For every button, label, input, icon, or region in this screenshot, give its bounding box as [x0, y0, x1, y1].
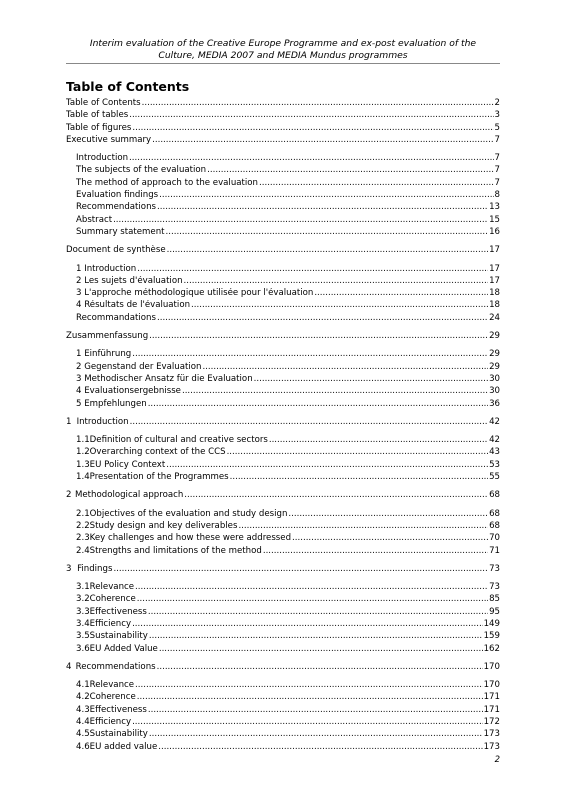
toc-entry-page: 7 — [494, 177, 500, 188]
toc-entry[interactable] — [66, 472, 500, 484]
toc-dot-leader — [149, 729, 483, 739]
toc-entry[interactable] — [66, 202, 500, 214]
toc-entry-page: 43 — [489, 447, 500, 458]
toc-entry-page: 173 — [483, 729, 500, 740]
toc-entry-page: 42 — [489, 435, 500, 446]
toc-entry-number: 4.4 — [76, 717, 90, 728]
toc-entry[interactable] — [66, 215, 500, 227]
toc-dot-leader — [135, 680, 483, 690]
toc-entry-title: 4 Résultats de l'évaluation — [76, 300, 191, 311]
toc-entry-title: Relevance — [89, 680, 135, 691]
toc-entry-page: 172 — [483, 717, 500, 728]
toc-dot-leader — [230, 472, 488, 482]
running-header-line-2: Culture, MEDIA 2007 and MEDIA Mundus programmes — [158, 50, 408, 61]
toc-entry-number: 1.3 — [76, 459, 90, 470]
toc-entry-title: Evaluation findings — [76, 190, 159, 201]
toc-entry-page: 18 — [489, 288, 500, 299]
toc-entry-page: 24 — [489, 312, 500, 323]
toc-entry[interactable] — [66, 288, 500, 300]
toc-entry[interactable] — [66, 110, 500, 122]
toc-dot-leader — [148, 705, 483, 715]
toc-entry-page: 173 — [483, 741, 500, 752]
toc-dot-leader — [269, 435, 488, 445]
toc-entry-number: 2 — [66, 490, 72, 501]
toc-entry-number: 1.2 — [76, 447, 90, 458]
toc-dot-leader — [148, 607, 488, 617]
toc-entry[interactable] — [66, 300, 500, 312]
toc-entry[interactable] — [66, 521, 500, 533]
toc-entry-title: EU added value — [89, 741, 158, 752]
toc-entry-title: Effectiveness — [89, 606, 147, 617]
toc-dot-leader — [157, 662, 483, 672]
toc-dot-leader — [238, 521, 488, 531]
toc-entry-title: Methodological approach — [74, 490, 184, 501]
toc-entry[interactable] — [66, 594, 500, 606]
toc-dot-leader — [142, 98, 494, 108]
toc-entry-page: 70 — [489, 533, 500, 544]
toc-entry[interactable] — [66, 460, 500, 472]
toc-dot-leader — [113, 215, 488, 225]
toc-entry-number: 3.5 — [76, 631, 90, 642]
toc-entry-title: 3 L'approche méthodologique utilisée pour l'évaluation — [76, 288, 314, 299]
toc-entry[interactable] — [66, 417, 500, 429]
toc-entry[interactable] — [66, 374, 500, 386]
toc-entry-page: 68 — [489, 508, 500, 519]
toc-entry-title: Document de synthèse — [66, 245, 166, 256]
toc-entry[interactable] — [66, 227, 500, 239]
toc-entry-title: 5 Empfehlungen — [76, 398, 147, 409]
toc-entry-number: 3 — [66, 563, 72, 574]
toc-dot-leader — [132, 349, 488, 359]
toc-entry-title: Coherence — [89, 692, 136, 703]
toc-entry-title: Table of tables — [66, 110, 129, 121]
toc-dot-leader — [113, 564, 488, 574]
toc-dot-leader — [149, 631, 483, 641]
toc-entry-page: 159 — [483, 631, 500, 642]
toc-dot-leader — [182, 386, 488, 396]
toc-entry-title: Key challenges and how these were addressed — [89, 533, 292, 544]
toc-entry-title: Introduction — [76, 153, 129, 164]
toc-entry-title: Sustainability — [89, 729, 148, 740]
toc-entry[interactable] — [66, 662, 500, 674]
toc-dot-leader — [288, 509, 488, 519]
toc-entry-title: Overarching context of the CCS — [89, 447, 226, 458]
toc-dot-leader — [166, 227, 489, 237]
toc-entry-title: Recommendations — [75, 661, 156, 672]
toc-entry-title: 1 Einführung — [76, 349, 132, 360]
toc-entry-page: 30 — [489, 373, 500, 384]
toc-entry-title: 2 Gegenstand der Evaluation — [76, 361, 202, 372]
toc-entry-page: 171 — [483, 704, 500, 715]
toc-dot-leader — [263, 546, 488, 556]
toc-entry-number: 3.3 — [76, 606, 90, 617]
toc-entry[interactable] — [66, 717, 500, 729]
toc-entry-title: 4 Evaluationsergebnisse — [76, 386, 181, 397]
toc-entry[interactable] — [66, 447, 500, 459]
toc-entry-page: 17 — [489, 245, 500, 256]
toc-entry[interactable] — [66, 509, 500, 521]
toc-entry-title: Objectives of the evaluation and study design — [89, 508, 288, 519]
toc-entry[interactable] — [66, 607, 500, 619]
toc-entry-page: 17 — [489, 275, 500, 286]
toc-entry[interactable] — [66, 165, 500, 177]
toc-entry-number: 3.6 — [76, 643, 90, 654]
toc-dot-leader — [132, 717, 483, 727]
toc-entry[interactable] — [66, 349, 500, 361]
toc-entry-page: 29 — [489, 361, 500, 372]
toc-entry-number: 2.4 — [76, 545, 90, 556]
toc-entry-page: 85 — [489, 594, 500, 605]
toc-dot-leader — [166, 460, 488, 470]
toc-entry-title: Study design and key deliverables — [89, 520, 238, 531]
toc-entry-page: 15 — [489, 214, 500, 225]
toc-entry-title: 3 Methodischer Ansatz für die Evaluation — [76, 373, 253, 384]
page-number: 2 — [494, 755, 500, 765]
toc-entry-number: 2.3 — [76, 533, 90, 544]
toc-entry-page: 171 — [483, 692, 500, 703]
toc-entry-page: 8 — [494, 190, 500, 201]
toc-entry-page: 170 — [483, 680, 500, 691]
toc-heading: Table of Contents — [66, 79, 190, 94]
toc-dot-leader — [227, 447, 488, 457]
toc-entry-number: 2.2 — [76, 520, 90, 531]
toc-dot-leader — [149, 331, 488, 341]
toc-entry-page: 7 — [494, 134, 500, 145]
toc-entry-page: 5 — [494, 122, 500, 133]
toc-entry-title: Summary statement — [76, 226, 165, 237]
toc-entry-page: 29 — [489, 349, 500, 360]
toc-entry[interactable] — [66, 190, 500, 202]
toc-entry[interactable] — [66, 564, 500, 576]
toc-entry[interactable] — [66, 692, 500, 704]
toc-dot-leader — [157, 313, 488, 323]
toc-entry-page: 170 — [483, 661, 500, 672]
toc-entry[interactable] — [66, 582, 500, 594]
toc-entry-title: Strengths and limitations of the method — [89, 545, 262, 556]
toc-entry-title: The method of approach to the evaluation — [76, 177, 258, 188]
toc-dot-leader — [314, 288, 488, 298]
toc-entry-title: Table of Contents — [66, 98, 141, 108]
toc-dot-leader — [135, 582, 488, 592]
toc-dot-leader — [184, 490, 488, 500]
toc-entry-title: EU Policy Context — [89, 459, 166, 470]
toc-dot-leader — [148, 399, 488, 409]
toc-entry[interactable] — [66, 705, 500, 717]
toc-entry-title: Presentation of the Programmes — [89, 472, 229, 483]
toc-dot-leader — [254, 374, 488, 384]
toc-entry-page: 149 — [483, 618, 500, 629]
toc-entry-number: 3.1 — [76, 582, 90, 593]
toc-entry-page: 42 — [489, 416, 500, 427]
toc-dot-leader — [191, 300, 488, 310]
toc-entry-page: 29 — [489, 331, 500, 342]
toc-entry-title: Zusammenfassung — [66, 331, 149, 342]
toc-entry[interactable] — [66, 533, 500, 545]
toc-dot-leader — [132, 619, 483, 629]
toc-dot-leader — [132, 123, 493, 133]
toc-entry-number: 4.6 — [76, 741, 90, 752]
toc-entry[interactable] — [66, 276, 500, 288]
toc-entry-page: 3 — [494, 110, 500, 121]
toc-dot-leader — [137, 594, 488, 604]
toc-entry[interactable] — [66, 631, 500, 643]
toc-entry-title: EU Added Value — [89, 643, 158, 654]
running-header — [66, 38, 500, 62]
toc-entry-title: Efficiency — [89, 717, 132, 728]
toc-entry[interactable] — [66, 435, 500, 447]
toc-entry-title: Abstract — [76, 214, 113, 225]
toc-dot-leader — [202, 362, 488, 372]
toc-entry-title: Findings — [77, 563, 113, 574]
toc-dot-leader — [157, 202, 488, 212]
toc-entry-title: Effectiveness — [89, 704, 147, 715]
running-header-line-1: Interim evaluation of the Creative Europe Programme and ex-post evaluation of the — [89, 38, 477, 49]
toc-entry-page: 53 — [489, 459, 500, 470]
toc-entry-title: Introduction — [76, 416, 129, 427]
toc-dot-leader — [158, 742, 482, 752]
toc-entry-page: 7 — [494, 153, 500, 164]
toc-entry-page: 30 — [489, 386, 500, 397]
toc-entry-number: 1.4 — [76, 472, 90, 483]
toc-dot-leader — [292, 533, 488, 543]
toc-entry[interactable] — [66, 399, 500, 411]
toc-entry-page: 16 — [489, 226, 500, 237]
toc-dot-leader — [259, 178, 494, 188]
toc-entry[interactable] — [66, 362, 500, 374]
toc-entry-page: 7 — [494, 165, 500, 176]
toc-entry-number: 2.1 — [76, 508, 90, 519]
toc-entry-page: 17 — [489, 263, 500, 274]
toc-entry-title: Recommendations — [76, 202, 156, 213]
toc-entry[interactable] — [66, 331, 500, 343]
toc-entry[interactable] — [66, 98, 500, 110]
toc-entry-number: 4.3 — [76, 704, 90, 715]
toc-entry[interactable] — [66, 153, 500, 165]
toc-entry[interactable] — [66, 264, 500, 276]
toc-entry-page: 55 — [489, 472, 500, 483]
toc-dot-leader — [129, 153, 493, 163]
toc-entry-number: 1 — [66, 416, 72, 427]
toc-entry-number: 4 — [66, 661, 72, 672]
toc-entry[interactable] — [66, 729, 500, 741]
table-of-contents — [66, 98, 500, 754]
toc-entry-page: 68 — [489, 490, 500, 501]
toc-dot-leader — [130, 417, 488, 427]
toc-entry[interactable] — [66, 313, 500, 325]
toc-entry-number: 4.2 — [76, 692, 90, 703]
toc-dot-leader — [207, 165, 493, 175]
toc-entry-page: 2 — [494, 98, 500, 108]
toc-entry-page: 18 — [489, 300, 500, 311]
toc-entry-number: 3.2 — [76, 594, 90, 605]
toc-entry-title: Definition of cultural and creative sectors — [89, 435, 268, 446]
toc-entry[interactable] — [66, 386, 500, 398]
toc-entry[interactable] — [66, 742, 500, 754]
toc-entry-page: 73 — [489, 582, 500, 593]
toc-entry[interactable] — [66, 644, 500, 656]
toc-entry-page: 13 — [489, 202, 500, 213]
toc-entry-number: 3.4 — [76, 618, 90, 629]
toc-dot-leader — [137, 692, 483, 702]
header-divider — [66, 63, 500, 64]
toc-entry-number: 4.1 — [76, 680, 90, 691]
toc-entry-title: Efficiency — [89, 618, 132, 629]
toc-entry-page: 68 — [489, 520, 500, 531]
toc-entry[interactable] — [66, 178, 500, 190]
toc-entry-page: 73 — [489, 563, 500, 574]
toc-entry[interactable] — [66, 619, 500, 631]
toc-entry-title: Coherence — [89, 594, 136, 605]
toc-entry-title: Sustainability — [89, 631, 148, 642]
toc-entry-page: 36 — [489, 398, 500, 409]
toc-entry-number: 4.5 — [76, 729, 90, 740]
toc-entry[interactable] — [66, 123, 500, 135]
toc-dot-leader — [184, 276, 489, 286]
toc-entry-number: 1.1 — [76, 435, 90, 446]
toc-dot-leader — [159, 644, 483, 654]
toc-entry-page: 71 — [489, 545, 500, 556]
toc-entry-title: Relevance — [89, 582, 135, 593]
toc-entry-title: 2 Les sujets d'évaluation — [76, 275, 183, 286]
toc-entry-page: 162 — [483, 643, 500, 654]
toc-entry-title: Table of figures — [66, 122, 132, 133]
toc-dot-leader — [129, 110, 493, 120]
toc-entry[interactable] — [66, 245, 500, 257]
toc-entry-page: 95 — [489, 606, 500, 617]
toc-entry-title: Executive summary — [66, 134, 152, 145]
toc-entry[interactable] — [66, 680, 500, 692]
toc-entry-title: 1 Introduction — [76, 263, 137, 274]
toc-entry[interactable] — [66, 546, 500, 558]
toc-dot-leader — [159, 190, 493, 200]
toc-entry-title: The subjects of the evaluation — [76, 165, 207, 176]
toc-dot-leader — [152, 135, 493, 145]
toc-entry[interactable] — [66, 490, 500, 502]
toc-entry-title: Recommandations — [76, 312, 156, 323]
toc-dot-leader — [167, 245, 488, 255]
toc-entry[interactable] — [66, 135, 500, 147]
toc-dot-leader — [137, 264, 488, 274]
